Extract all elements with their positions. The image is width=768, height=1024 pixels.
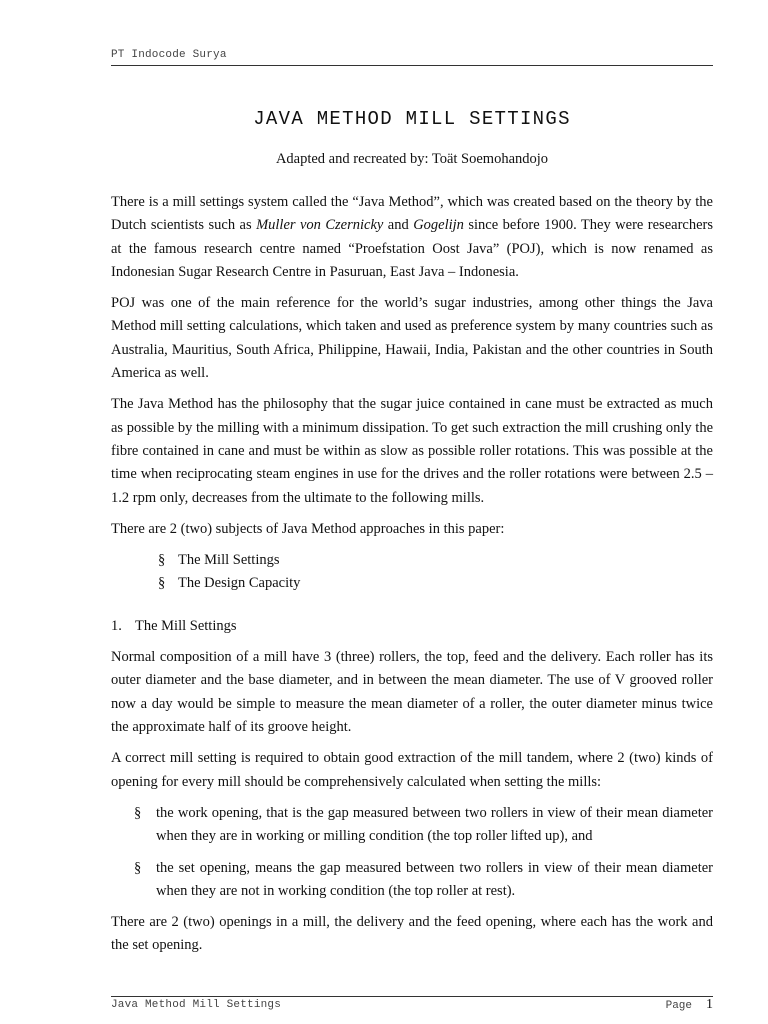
intro-p1-text-a: There is a mill settings system called the “Java Method”, which was created based on the theory by the Dutch scientists such as [111, 194, 713, 234]
author-line: Adapted and recreated by: Toät Soemohandojo [275, 151, 549, 167]
page-number: 1 [706, 997, 713, 1012]
page-indicator [666, 997, 713, 1013]
list-item [111, 802, 713, 849]
section-sign-bullet: § [134, 859, 142, 876]
header-rule [111, 65, 713, 66]
intro-paragraph-2: POJ was one of the main reference for the world’s sugar industries, among other things the Java Method mill setting calculations, which taken and used as preference system by many countries such as Australia, Mauritius, South Africa, Philippine, Hawaii, India, Pakistan and the other countries in South America as well. [111, 295, 713, 382]
opening-definition: the work opening, that is the gap measured between two rollers in view of their mean diameter when they are in working or milling condition (the top roller lifted up), and [156, 804, 713, 845]
footer-rule [111, 996, 713, 997]
section-number: 1. [111, 618, 122, 635]
list-item [111, 857, 713, 904]
intro-paragraph-3: The Java Method has the philosophy that the sugar juice contained in cane must be extracted as much as possible by the milling with a minimum dissipation. To get such extraction the mill crushing only the fibre contained in cane and must be within as slow as possible roller rotations. This was possible at the time when reciprocating steam engines in use for the drives and the roller rotations were between 2.5 – 1.2 rpm only, decreases from the ultimate to the following mills. [111, 396, 714, 506]
intro-p1-text-b: since before 1900. They were researchers at the famous research centre named “Proefstation Oost Java” (POJ), which is now renamed as Indonesian Sugar Research Centre in Pasuruan, East Java – Indonesia. [111, 217, 713, 280]
document-title: JAVA METHOD MILL SETTINGS [253, 108, 571, 130]
intro-paragraph-1 [111, 191, 713, 284]
running-header: PT Indocode Surya [111, 49, 227, 61]
subjects-list [111, 549, 713, 595]
section-heading [111, 615, 713, 638]
list-item [111, 572, 713, 595]
page-label: Page [665, 1000, 692, 1012]
scientist-name-1: Muller von Czernicky [256, 217, 384, 234]
section1-paragraph-1: Normal composition of a mill have 3 (three) rollers, the top, feed and the delivery. Each roller has its outer diameter and the base diameter, and in between the mean diameter. The use of V grooved roller now a day would be simple to measure the mean diameter of a roller, the outer diameter minus twice the approximate half of its groove height. [111, 649, 713, 736]
section-sign-bullet: § [134, 804, 142, 821]
subject-label: The Design Capacity [178, 575, 301, 592]
section-sign-bullet: § [158, 575, 166, 592]
subject-label: The Mill Settings [178, 552, 280, 569]
list-item [111, 549, 713, 572]
section1-paragraph-3: There are 2 (two) openings in a mill, the delivery and the feed opening, where each has the work and the set opening. [111, 914, 713, 954]
document-body [111, 191, 713, 966]
intro-p1-and: and [383, 217, 414, 234]
intro-paragraph-4: There are 2 (two) subjects of Java Method approaches in this paper: [111, 520, 505, 537]
running-footer-title: Java Method Mill Settings [111, 999, 282, 1011]
scientist-name-2: Gogelijn [413, 217, 464, 234]
section-title: The Mill Settings [135, 618, 237, 635]
section1-paragraph-2: A correct mill setting is required to obtain good extraction of the mill tandem, where 2 (two) kinds of opening for every mill should be comprehensively calculated when setting the mills: [111, 750, 713, 790]
section-sign-bullet: § [158, 552, 166, 569]
opening-definition: the set opening, means the gap measured between two rollers in view of their mean diameter when they are not in working condition (the top roller at rest). [156, 859, 713, 899]
openings-list [111, 802, 713, 903]
